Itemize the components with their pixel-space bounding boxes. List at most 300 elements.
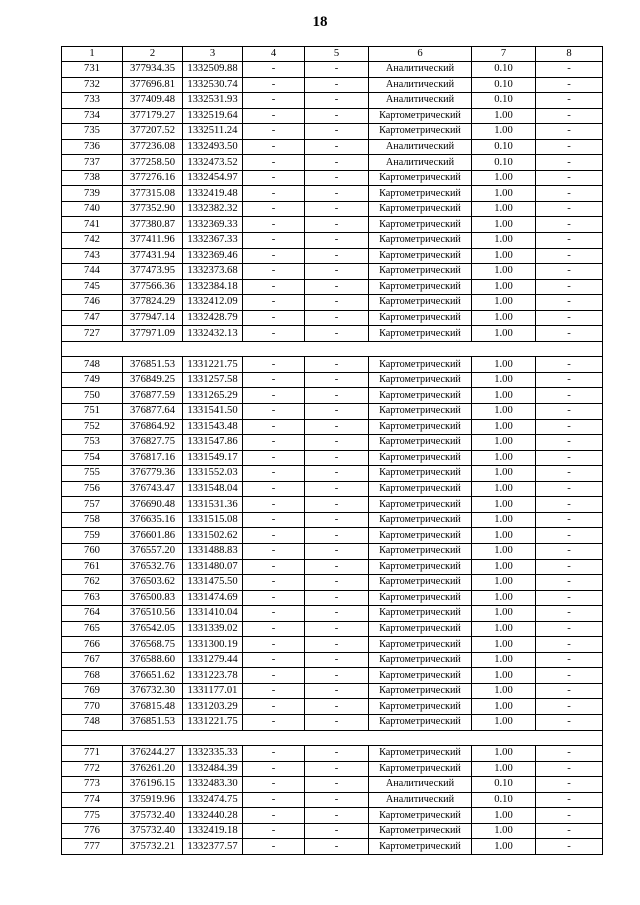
table-cell: 0.10 bbox=[472, 792, 536, 808]
table-cell: - bbox=[536, 139, 603, 155]
table-cell: - bbox=[243, 668, 305, 684]
table-cell: 376864.92 bbox=[123, 419, 183, 435]
header-cell: 8 bbox=[536, 47, 603, 62]
table-cell: 758 bbox=[62, 512, 123, 528]
table-cell: 1.00 bbox=[472, 652, 536, 668]
table-cell: 377473.95 bbox=[123, 264, 183, 280]
table-cell: 1.00 bbox=[472, 108, 536, 124]
table-cell: 1.00 bbox=[472, 637, 536, 653]
table-cell: 377431.94 bbox=[123, 248, 183, 264]
table-cell: - bbox=[536, 497, 603, 513]
table-cell: 377258.50 bbox=[123, 155, 183, 171]
table-cell: - bbox=[243, 248, 305, 264]
table-row bbox=[62, 823, 603, 839]
table-cell: - bbox=[536, 699, 603, 715]
table-cell: 1331515.08 bbox=[183, 512, 243, 528]
table-cell: - bbox=[243, 264, 305, 280]
table-row bbox=[62, 683, 603, 699]
table-cell: - bbox=[305, 310, 369, 326]
table-cell: - bbox=[243, 761, 305, 777]
table-cell: - bbox=[305, 435, 369, 451]
table-cell: Картометрический bbox=[369, 124, 472, 140]
table-cell: 1.00 bbox=[472, 233, 536, 249]
table-row bbox=[62, 139, 603, 155]
table-cell: - bbox=[536, 777, 603, 793]
table-cell: 1.00 bbox=[472, 170, 536, 186]
separator-cell bbox=[62, 341, 603, 357]
table-cell: 1.00 bbox=[472, 419, 536, 435]
table-cell: 1331474.69 bbox=[183, 590, 243, 606]
table-row bbox=[62, 404, 603, 420]
table-cell: 1332419.18 bbox=[183, 823, 243, 839]
table-cell: - bbox=[536, 217, 603, 233]
table-cell: - bbox=[243, 450, 305, 466]
table-cell: - bbox=[536, 326, 603, 342]
table-cell: - bbox=[305, 637, 369, 653]
table-cell: 1331223.78 bbox=[183, 668, 243, 684]
table-cell: 1.00 bbox=[472, 372, 536, 388]
table-cell: - bbox=[243, 279, 305, 295]
table-row bbox=[62, 295, 603, 311]
table-cell: - bbox=[536, 714, 603, 730]
table-cell: - bbox=[243, 575, 305, 591]
table-cell: 375919.96 bbox=[123, 792, 183, 808]
table-cell: - bbox=[305, 621, 369, 637]
table-cell: - bbox=[243, 404, 305, 420]
header-row bbox=[62, 47, 603, 62]
table-cell: 1331221.75 bbox=[183, 714, 243, 730]
table-cell: 1332511.24 bbox=[183, 124, 243, 140]
table-cell: 1.00 bbox=[472, 404, 536, 420]
table-cell: - bbox=[305, 839, 369, 855]
table-cell: 735 bbox=[62, 124, 123, 140]
table-cell: - bbox=[536, 62, 603, 78]
table-row bbox=[62, 372, 603, 388]
table-cell: 764 bbox=[62, 606, 123, 622]
table-row bbox=[62, 217, 603, 233]
table-cell: - bbox=[536, 823, 603, 839]
table-cell: - bbox=[536, 201, 603, 217]
table-cell: 376851.53 bbox=[123, 357, 183, 373]
table-cell: 376732.30 bbox=[123, 683, 183, 699]
table-cell: 769 bbox=[62, 683, 123, 699]
table-cell: 0.10 bbox=[472, 77, 536, 93]
table-cell: - bbox=[305, 77, 369, 93]
table-cell: - bbox=[305, 217, 369, 233]
table-cell: 768 bbox=[62, 668, 123, 684]
table-cell: - bbox=[536, 606, 603, 622]
table-cell: 376510.56 bbox=[123, 606, 183, 622]
table-cell: - bbox=[305, 279, 369, 295]
table-cell: 376690.48 bbox=[123, 497, 183, 513]
table-cell: - bbox=[305, 372, 369, 388]
table-row bbox=[62, 450, 603, 466]
table-cell: - bbox=[305, 823, 369, 839]
table-cell: - bbox=[305, 652, 369, 668]
table-row bbox=[62, 435, 603, 451]
table-cell: Аналитический bbox=[369, 777, 472, 793]
table-cell: Картометрический bbox=[369, 590, 472, 606]
table-cell: 746 bbox=[62, 295, 123, 311]
table-cell: 376532.76 bbox=[123, 559, 183, 575]
table-cell: 1.00 bbox=[472, 248, 536, 264]
table-cell: 737 bbox=[62, 155, 123, 171]
table-cell: - bbox=[536, 155, 603, 171]
table-row bbox=[62, 388, 603, 404]
table-row bbox=[62, 606, 603, 622]
table-cell: - bbox=[305, 699, 369, 715]
table-cell: 748 bbox=[62, 714, 123, 730]
table-cell: - bbox=[243, 201, 305, 217]
table-row bbox=[62, 559, 603, 575]
table-cell: - bbox=[305, 155, 369, 171]
table-cell: 1.00 bbox=[472, 839, 536, 855]
table-cell: - bbox=[536, 761, 603, 777]
table-cell: 771 bbox=[62, 746, 123, 762]
table-cell: 1.00 bbox=[472, 357, 536, 373]
table-cell: - bbox=[243, 481, 305, 497]
table-cell: 375732.40 bbox=[123, 823, 183, 839]
table-cell: 1332369.33 bbox=[183, 217, 243, 233]
table-cell: 377411.96 bbox=[123, 233, 183, 249]
table-cell: - bbox=[305, 606, 369, 622]
table-row bbox=[62, 668, 603, 684]
table-cell: 1331480.07 bbox=[183, 559, 243, 575]
table-cell: Картометрический bbox=[369, 326, 472, 342]
table-cell: - bbox=[243, 93, 305, 109]
separator-row bbox=[62, 341, 603, 357]
table-cell: Картометрический bbox=[369, 201, 472, 217]
table-cell: 1332382.32 bbox=[183, 201, 243, 217]
table-cell: 376503.62 bbox=[123, 575, 183, 591]
table-cell: 376244.27 bbox=[123, 746, 183, 762]
table-cell: 1332432.13 bbox=[183, 326, 243, 342]
table-cell: 1332473.52 bbox=[183, 155, 243, 171]
table-cell: - bbox=[305, 93, 369, 109]
table-cell: 740 bbox=[62, 201, 123, 217]
table-cell: - bbox=[243, 808, 305, 824]
table-cell: 777 bbox=[62, 839, 123, 855]
table-cell: 376849.25 bbox=[123, 372, 183, 388]
table-cell: 0.10 bbox=[472, 139, 536, 155]
table-row bbox=[62, 637, 603, 653]
table-cell: 1331177.01 bbox=[183, 683, 243, 699]
table-cell: 1.00 bbox=[472, 606, 536, 622]
table-cell: 1332454.97 bbox=[183, 170, 243, 186]
table-cell: - bbox=[305, 497, 369, 513]
table-cell: Картометрический bbox=[369, 839, 472, 855]
table-cell: 377179.27 bbox=[123, 108, 183, 124]
table-cell: - bbox=[243, 139, 305, 155]
table-cell: - bbox=[536, 575, 603, 591]
table-cell: 1331410.04 bbox=[183, 606, 243, 622]
table-cell: 1.00 bbox=[472, 823, 536, 839]
table-cell: Картометрический bbox=[369, 264, 472, 280]
table-cell: - bbox=[536, 108, 603, 124]
table-row bbox=[62, 761, 603, 777]
table-cell: Картометрический bbox=[369, 466, 472, 482]
table-cell: 1331502.62 bbox=[183, 528, 243, 544]
table-cell: 757 bbox=[62, 497, 123, 513]
table-cell: 1332419.48 bbox=[183, 186, 243, 202]
table-cell: 377824.29 bbox=[123, 295, 183, 311]
table-cell: - bbox=[536, 93, 603, 109]
table-cell: Аналитический bbox=[369, 93, 472, 109]
table-row bbox=[62, 528, 603, 544]
table-cell: - bbox=[536, 481, 603, 497]
table-cell: 376588.60 bbox=[123, 652, 183, 668]
table-cell: 755 bbox=[62, 466, 123, 482]
table-cell: 1.00 bbox=[472, 264, 536, 280]
table-cell: - bbox=[305, 590, 369, 606]
table-cell: 1331547.86 bbox=[183, 435, 243, 451]
table-row bbox=[62, 746, 603, 762]
table-row bbox=[62, 714, 603, 730]
table-cell: - bbox=[536, 839, 603, 855]
table-cell: Картометрический bbox=[369, 450, 472, 466]
table-cell: Картометрический bbox=[369, 559, 472, 575]
table-cell: - bbox=[536, 310, 603, 326]
table-cell: 748 bbox=[62, 357, 123, 373]
table-cell: 1331543.48 bbox=[183, 419, 243, 435]
table-cell: 377566.36 bbox=[123, 279, 183, 295]
table-cell: Картометрический bbox=[369, 435, 472, 451]
table-cell: - bbox=[243, 683, 305, 699]
table-cell: 376601.86 bbox=[123, 528, 183, 544]
table-row bbox=[62, 419, 603, 435]
separator-row bbox=[62, 730, 603, 746]
table-cell: - bbox=[536, 450, 603, 466]
table-row bbox=[62, 466, 603, 482]
table-cell: - bbox=[536, 590, 603, 606]
table-cell: Картометрический bbox=[369, 512, 472, 528]
header-cell: 7 bbox=[472, 47, 536, 62]
table-cell: - bbox=[305, 264, 369, 280]
table-cell: 1332384.18 bbox=[183, 279, 243, 295]
table-cell: - bbox=[243, 839, 305, 855]
table-cell: 1331265.29 bbox=[183, 388, 243, 404]
table-cell: 1.00 bbox=[472, 201, 536, 217]
header-cell: 5 bbox=[305, 47, 369, 62]
table-cell: - bbox=[305, 357, 369, 373]
table-cell: 762 bbox=[62, 575, 123, 591]
table-cell: 376557.20 bbox=[123, 543, 183, 559]
table-cell: Картометрический bbox=[369, 714, 472, 730]
table-cell: Картометрический bbox=[369, 606, 472, 622]
table-cell: 742 bbox=[62, 233, 123, 249]
table-cell: 1.00 bbox=[472, 512, 536, 528]
table-cell: Картометрический bbox=[369, 652, 472, 668]
table-cell: 743 bbox=[62, 248, 123, 264]
table-cell: 766 bbox=[62, 637, 123, 653]
table-cell: 751 bbox=[62, 404, 123, 420]
table-cell: Картометрический bbox=[369, 746, 472, 762]
table-cell: - bbox=[305, 528, 369, 544]
table-row bbox=[62, 233, 603, 249]
table-cell: 376568.75 bbox=[123, 637, 183, 653]
table-cell: - bbox=[305, 139, 369, 155]
table-cell: - bbox=[536, 668, 603, 684]
table-row bbox=[62, 201, 603, 217]
table-cell: 1.00 bbox=[472, 124, 536, 140]
table-cell: 776 bbox=[62, 823, 123, 839]
table-cell: - bbox=[243, 777, 305, 793]
table-cell: 767 bbox=[62, 652, 123, 668]
table-cell: - bbox=[243, 543, 305, 559]
table-cell: - bbox=[243, 792, 305, 808]
table-cell: Картометрический bbox=[369, 404, 472, 420]
table-row bbox=[62, 124, 603, 140]
table-cell: - bbox=[536, 652, 603, 668]
table-cell: - bbox=[536, 357, 603, 373]
table-cell: 1331300.19 bbox=[183, 637, 243, 653]
table-cell: - bbox=[305, 761, 369, 777]
table-cell: Картометрический bbox=[369, 621, 472, 637]
table-cell: 377315.08 bbox=[123, 186, 183, 202]
table-cell: 756 bbox=[62, 481, 123, 497]
table-row bbox=[62, 699, 603, 715]
table-cell: - bbox=[243, 621, 305, 637]
table-cell: - bbox=[305, 186, 369, 202]
table-cell: 1332519.64 bbox=[183, 108, 243, 124]
table-cell: Картометрический bbox=[369, 808, 472, 824]
table-cell: 1331552.03 bbox=[183, 466, 243, 482]
table-cell: 763 bbox=[62, 590, 123, 606]
table-cell: 376817.16 bbox=[123, 450, 183, 466]
table-cell: - bbox=[243, 652, 305, 668]
table-cell: 376851.53 bbox=[123, 714, 183, 730]
table-cell: Аналитический bbox=[369, 77, 472, 93]
table-body bbox=[62, 47, 603, 855]
table-cell: Картометрический bbox=[369, 575, 472, 591]
table-cell: - bbox=[536, 559, 603, 575]
table-cell: 376815.48 bbox=[123, 699, 183, 715]
table-cell: - bbox=[305, 450, 369, 466]
table-cell: 1.00 bbox=[472, 450, 536, 466]
table-row bbox=[62, 481, 603, 497]
table-cell: Аналитический bbox=[369, 62, 472, 78]
table-cell: 734 bbox=[62, 108, 123, 124]
table-cell: - bbox=[305, 559, 369, 575]
table-cell: - bbox=[243, 388, 305, 404]
table-cell: - bbox=[243, 310, 305, 326]
table-cell: - bbox=[243, 590, 305, 606]
table-cell: 772 bbox=[62, 761, 123, 777]
table-cell: 745 bbox=[62, 279, 123, 295]
table-cell: 1331541.50 bbox=[183, 404, 243, 420]
table-cell: 376196.15 bbox=[123, 777, 183, 793]
table-cell: 1.00 bbox=[472, 388, 536, 404]
table-cell: - bbox=[536, 295, 603, 311]
table-cell: - bbox=[536, 170, 603, 186]
table-cell: - bbox=[305, 575, 369, 591]
table-cell: Картометрический bbox=[369, 279, 472, 295]
table-cell: 376877.59 bbox=[123, 388, 183, 404]
table-cell: - bbox=[305, 808, 369, 824]
table-cell: - bbox=[305, 792, 369, 808]
table-cell: - bbox=[536, 435, 603, 451]
table-cell: 1.00 bbox=[472, 668, 536, 684]
table-cell: 1.00 bbox=[472, 295, 536, 311]
table-cell: - bbox=[243, 746, 305, 762]
table-cell: Картометрический bbox=[369, 699, 472, 715]
table-cell: 1331203.29 bbox=[183, 699, 243, 715]
table-cell: Картометрический bbox=[369, 108, 472, 124]
table-row bbox=[62, 590, 603, 606]
table-cell: - bbox=[536, 621, 603, 637]
table-cell: 749 bbox=[62, 372, 123, 388]
table-cell: - bbox=[243, 714, 305, 730]
table-cell: - bbox=[243, 559, 305, 575]
table-cell: 0.10 bbox=[472, 93, 536, 109]
table-cell: 1.00 bbox=[472, 683, 536, 699]
table-cell: 1.00 bbox=[472, 310, 536, 326]
table-cell: - bbox=[243, 326, 305, 342]
table-cell: 1332509.88 bbox=[183, 62, 243, 78]
table-cell: 760 bbox=[62, 543, 123, 559]
table-cell: - bbox=[305, 388, 369, 404]
table-cell: - bbox=[305, 248, 369, 264]
table-cell: - bbox=[243, 823, 305, 839]
table-cell: 753 bbox=[62, 435, 123, 451]
table-row bbox=[62, 652, 603, 668]
table-row bbox=[62, 279, 603, 295]
table-cell: - bbox=[305, 124, 369, 140]
table-cell: 0.10 bbox=[472, 155, 536, 171]
table-cell: - bbox=[243, 699, 305, 715]
table-cell: - bbox=[243, 466, 305, 482]
table-cell: - bbox=[536, 248, 603, 264]
table-cell: Картометрический bbox=[369, 248, 472, 264]
table-cell: 1332428.79 bbox=[183, 310, 243, 326]
table-cell: - bbox=[536, 233, 603, 249]
table-cell: - bbox=[305, 62, 369, 78]
table-row bbox=[62, 62, 603, 78]
table-cell: - bbox=[243, 186, 305, 202]
table-cell: - bbox=[305, 233, 369, 249]
table-cell: 774 bbox=[62, 792, 123, 808]
table-cell: 1.00 bbox=[472, 746, 536, 762]
table-cell: - bbox=[536, 543, 603, 559]
table-cell: 376827.75 bbox=[123, 435, 183, 451]
table-cell: - bbox=[243, 528, 305, 544]
table-cell: 376635.16 bbox=[123, 512, 183, 528]
table-cell: 377207.52 bbox=[123, 124, 183, 140]
table-cell: 377276.16 bbox=[123, 170, 183, 186]
table-cell: - bbox=[536, 637, 603, 653]
table-cell: 732 bbox=[62, 77, 123, 93]
table-cell: 377236.08 bbox=[123, 139, 183, 155]
table-cell: - bbox=[536, 279, 603, 295]
table-row bbox=[62, 93, 603, 109]
table-cell: Картометрический bbox=[369, 683, 472, 699]
table-row bbox=[62, 248, 603, 264]
table-cell: - bbox=[243, 497, 305, 513]
table-cell: - bbox=[536, 404, 603, 420]
table-cell: 736 bbox=[62, 139, 123, 155]
table-cell: - bbox=[305, 404, 369, 420]
coordinates-table bbox=[61, 46, 603, 855]
table-cell: 738 bbox=[62, 170, 123, 186]
table-cell: 1331548.04 bbox=[183, 481, 243, 497]
table-cell: - bbox=[243, 108, 305, 124]
table-row bbox=[62, 77, 603, 93]
table-cell: 1332377.57 bbox=[183, 839, 243, 855]
table-row bbox=[62, 310, 603, 326]
table-cell: 376743.47 bbox=[123, 481, 183, 497]
header-cell: 4 bbox=[243, 47, 305, 62]
table-cell: - bbox=[305, 419, 369, 435]
